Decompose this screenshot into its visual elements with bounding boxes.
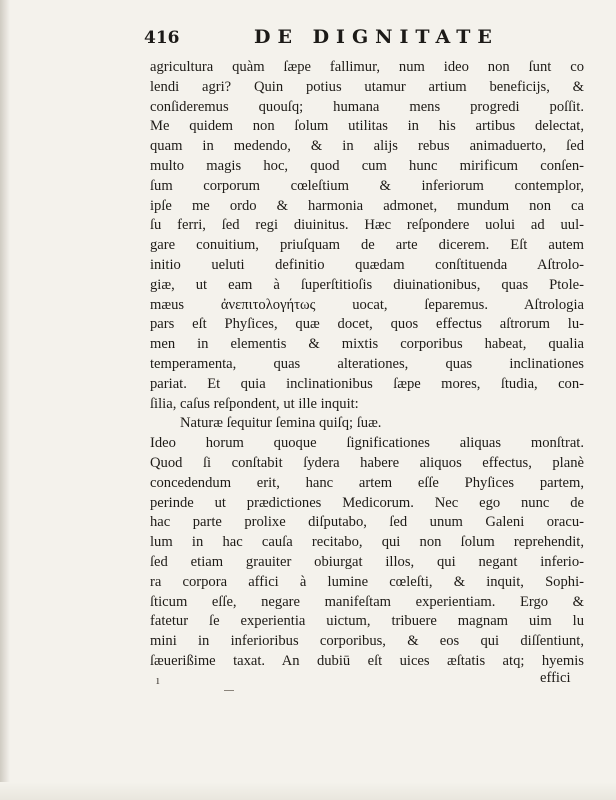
text-line: temperamenta, quas alterationes, quas inclinationes [150,355,584,372]
text-line: perinde ut prædictiones Medicorum. Nec ego nunc de [150,494,584,511]
catchword: effici [540,670,571,686]
text-line: ra corpora affici à lumine cœleſti, & inquit, Sophi- [150,573,584,590]
text-line: concedendum erit, hanc artem eſſe Phyſices partem, [150,474,584,491]
text-line: mini in inferioribus corporibus, & eos qui diſſentiunt, [150,633,584,650]
text-line: initio ueluti definitio quædam conſtituenda Aſtrolo- [150,256,584,273]
text-line: pars eſt Phyſices, quæ docet, quos effectus aſtrorum lu- [150,316,584,333]
text-line: fatetur ſe experientia uictum, tribuere magnam uim lu [150,613,584,630]
text-line: mæus ἀνεπιτολογήτως uocat, ſeparemus. Aſtrologia [150,296,584,313]
text-line: ſticum eſſe, negare manifeſtam experientiam. Ergo & [150,593,584,610]
text-line: ſilia, caſus reſpondent, ut ille inquit: [150,395,359,412]
text-line: ſed etiam grauiter obiurgat illos, qui negant inferio- [150,553,584,570]
text-line: pariat. Et quia inclinationibus ſæpe mores, ſtudia, con- [150,375,584,392]
text-line: hac parte prolixe diſputabo, ſed unum Galeni oracu- [150,514,584,531]
text-line: ipſe me ordo & harmonia admonet, mundum non ca [150,197,584,214]
quoted-verse: Naturæ ſequitur ſemina quiſq; ſuæ. [180,415,382,432]
text-line: Ideo horum quoque ſignificationes aliquas monſtrat. [150,435,584,452]
text-line: multo magis hoc, quod cum hunc mirificum conſen- [150,157,584,174]
text-line: lendi agri? Quin potius utamur artium beneficijs, & [150,78,584,95]
body-text [150,58,584,672]
signature-mark: ı [156,672,160,687]
text-line: quam in medendo, & in alijs rebus animaduerto, ſed [150,138,584,155]
text-line: lum in hac cauſa recitabo, qui non ſolum reprehendit, [150,534,584,551]
text-line: ſu ferri, ſed regi diuinitus. Hæc reſpondere uolui ad uul- [150,217,584,234]
text-line: agricultura quàm ſæpe fallimur, num ideo non ſunt co [150,59,584,75]
text-line: Me quidem non ſolum utilitas in his artibus delectat, [150,118,584,135]
page-gutter-shadow [0,0,10,800]
page-header [144,26,584,50]
text-line: giæ, ut eam à ſuperſtitioſis diuinationibus, quas Ptole- [150,276,584,293]
page-bottom-edge [0,782,616,800]
text-line: Quod ſi conſtabit ſydera habere aliquos effectus, planè [150,454,584,471]
running-title: DE DIGNITATE [254,26,499,48]
text-line: conſideremus quouſq; humana mens progredi poſſit. [150,98,584,115]
text-line: ſæuerißime taxat. An dubiū eſt uices æſtatis atq; hyemis [150,652,584,669]
text-line: gare conuitium, priuſquam de arte dicerem. Eſt autem [150,237,584,254]
ink-mark [224,690,234,691]
text-line: ſum corporum cœleſtium & inferiorum contemplor, [150,177,584,194]
page-number: 416 [144,28,180,48]
text-line: men in elementis & mixtis corporibus habeat, qualia [150,336,584,353]
